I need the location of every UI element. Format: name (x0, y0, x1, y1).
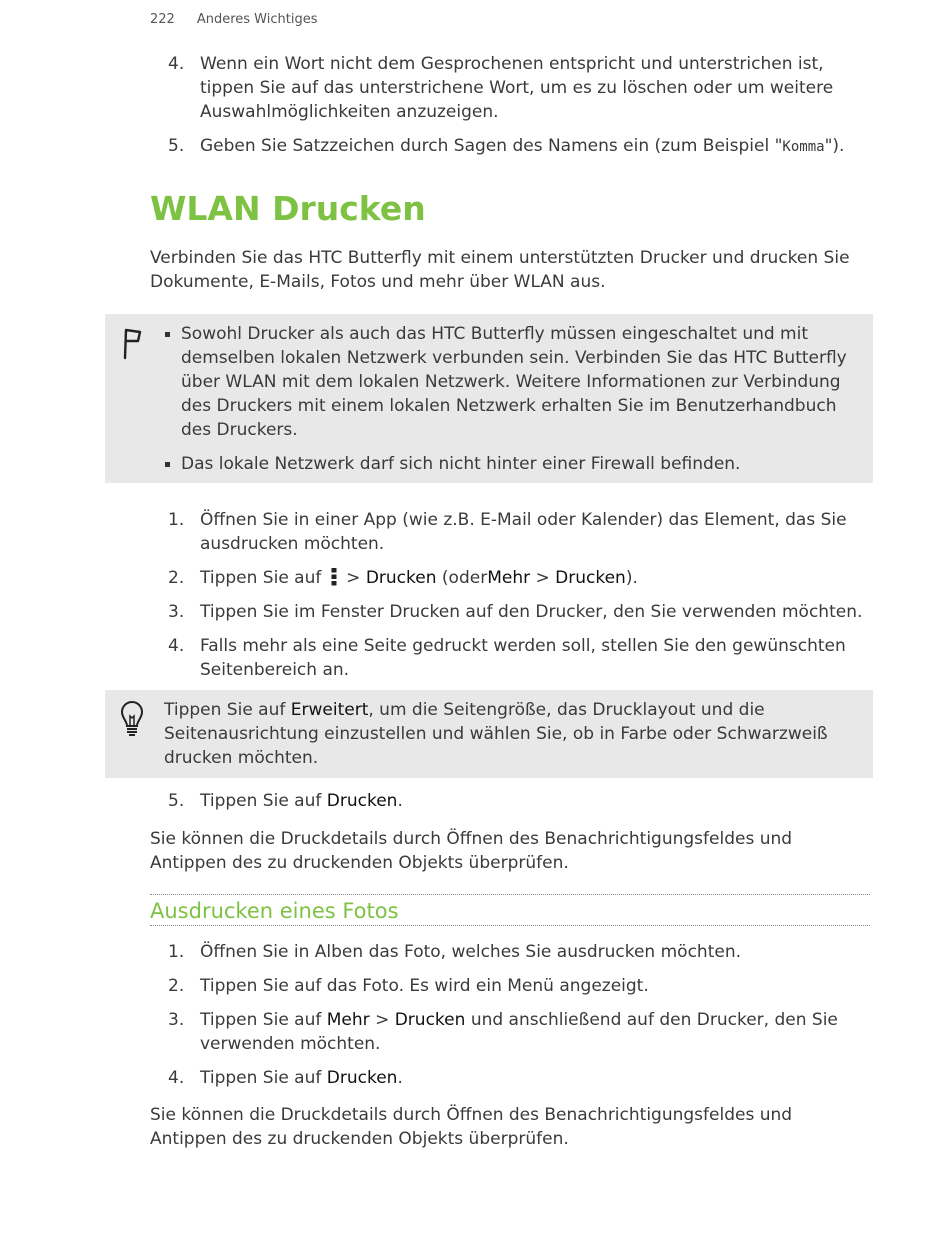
intro-paragraph: Verbinden Sie das HTC Butterfly mit einem unterstützten Drucker und drucken Sie Dokumente, E-Mails, Fotos und mehr über WLAN aus. (150, 248, 850, 292)
item-number: 1. (168, 510, 185, 530)
separator: > (375, 1010, 390, 1030)
item-text: Tippen Sie auf (200, 791, 322, 811)
item-number: 2. (168, 976, 185, 996)
item-number: 4. (168, 1068, 185, 1088)
item-text: Wenn ein Wort nicht dem Gesprochenen entspricht und unterstrichen ist, tippen Sie auf das unterstrichene Wort, um es zu löschen oder um weitere Auswahlmöglichkeiten anzuzeigen. (200, 54, 834, 122)
page-number: 222 (150, 12, 175, 27)
item-number: 3. (168, 1010, 185, 1030)
item-text: Öffnen Sie in Alben das Foto, welches Sie ausdrucken möchten. (200, 942, 741, 962)
header-section: Anderes Wichtiges (196, 12, 318, 27)
item-text: Tippen Sie auf (200, 1010, 322, 1030)
item-text: Tippen Sie auf (200, 1068, 322, 1088)
list-item (150, 634, 870, 682)
top-list (150, 52, 870, 169)
item-text: Falls mehr als eine Seite gedruckt werden soll, stellen Sie den gewünschten Seitenbereich an. (200, 636, 846, 680)
menu-term: Drucken (555, 568, 626, 588)
steps-list (150, 508, 870, 692)
item-number: 4. (168, 636, 185, 656)
check-paragraph: Sie können die Druckdetails durch Öffnen des Benachrichtigungsfeldes und Antippen des zu druckenden Objekts überprüfen. (150, 829, 793, 873)
item-number: 4. (168, 54, 185, 74)
item-text: . (397, 791, 403, 811)
tip-box (105, 690, 873, 778)
item-text: Tippen Sie auf das Foto. Es wird ein Menü angezeigt. (200, 976, 649, 996)
note-box (105, 314, 873, 483)
item-number: 5. (168, 136, 185, 156)
note-bullets (181, 322, 871, 486)
menu-term: Drucken (326, 1068, 398, 1088)
item-text: Öffnen Sie in einer App (wie z.B. E-Mail oder Kalender) das Element, das Sie ausdrucken möchten. (200, 510, 847, 554)
step-five-list (150, 789, 870, 823)
list-item: Sowohl Drucker als auch das HTC Butterfly müssen eingeschaltet und mit demselben lokalen Netzwerk verbunden sein. Verbinden Sie das HTC Butterfly über WLAN mit dem lokalen Netzwerk. Weitere Informationen zur Verbindung des Druckers mit einem lokalen Netzwerk erhalten Sie im Benutzerhandbuch des Druckers. (181, 322, 871, 442)
list-item (150, 52, 870, 124)
separator: > (346, 568, 361, 588)
page-header (150, 8, 317, 32)
list-item (150, 974, 870, 998)
menu-term: Erweitert (290, 700, 369, 720)
list-item: Das lokale Netzwerk darf sich nicht hinter einer Firewall befinden. (181, 452, 871, 476)
overflow-menu-icon (331, 568, 337, 586)
list-item (150, 1008, 870, 1056)
tip-text-part: Tippen Sie auf (164, 700, 286, 720)
menu-term: Drucken (326, 791, 398, 811)
item-text: . (397, 1068, 403, 1088)
list-item (150, 566, 870, 590)
list-item (150, 600, 870, 624)
item-text: Tippen Sie auf (200, 568, 322, 588)
item-text: und anschließend auf den Drucker, den Sie verwenden möchten. (200, 1010, 838, 1054)
item-text: Geben Sie Satzzeichen durch Sagen des Namens ein (zum Beispiel " (200, 136, 783, 156)
flag-icon (121, 326, 143, 367)
list-item (150, 134, 870, 159)
item-number: 5. (168, 791, 185, 811)
code-word: Komma (782, 139, 825, 155)
menu-term: Mehr (487, 568, 531, 588)
menu-term: Drucken (365, 568, 437, 588)
tip-text-part: , um die Seitengröße, das Drucklayout und die Seitenausrichtung einzustellen und wählen Sie, ob in Farbe oder Schwarzweiß drucken möchten. (164, 700, 828, 768)
item-text: ). (625, 568, 638, 588)
item-text: (oder (441, 568, 488, 588)
item-number: 1. (168, 942, 185, 962)
list-item (150, 789, 870, 813)
item-text: Tippen Sie im Fenster Drucken auf den Drucker, den Sie verwenden möchten. (200, 602, 863, 622)
list-item (150, 940, 870, 964)
subsection-header (150, 894, 870, 926)
item-number: 3. (168, 602, 185, 622)
item-text: "). (824, 136, 845, 156)
section-title: WLAN Drucken (150, 189, 426, 228)
menu-term: Drucken (394, 1010, 466, 1030)
subsection-title: Ausdrucken eines Fotos (150, 899, 399, 923)
lightbulb-icon (119, 700, 145, 745)
separator: > (535, 568, 550, 588)
item-number: 2. (168, 568, 185, 588)
photo-steps-list (150, 940, 870, 1100)
menu-term: Mehr (326, 1010, 370, 1030)
list-item (150, 508, 870, 556)
tip-text (164, 698, 869, 770)
check-paragraph-2: Sie können die Druckdetails durch Öffnen des Benachrichtigungsfeldes und Antippen des zu druckenden Objekts überprüfen. (150, 1105, 793, 1149)
list-item (150, 1066, 870, 1090)
